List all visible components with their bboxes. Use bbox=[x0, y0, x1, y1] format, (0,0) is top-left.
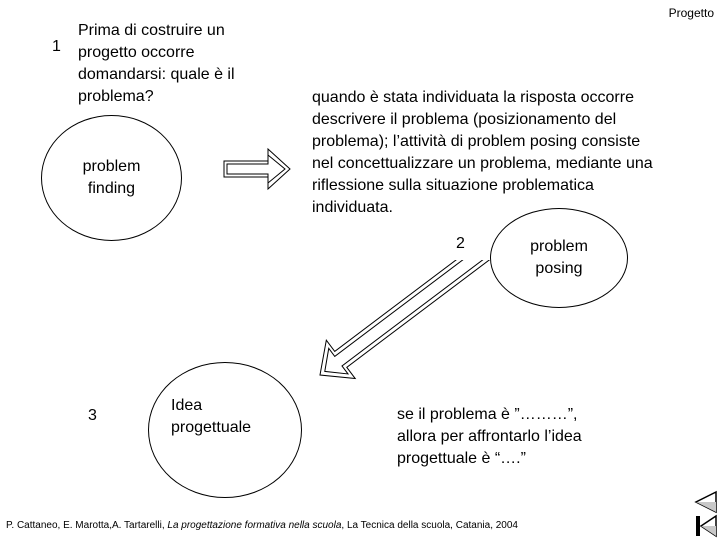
ellipse-label-line: Idea bbox=[171, 397, 203, 414]
first-slide-button[interactable] bbox=[694, 514, 718, 538]
problem-finding-ellipse bbox=[41, 115, 182, 241]
description-line: problema); l’attività di problem posing consiste bbox=[312, 133, 641, 150]
description-line: nel concettualizzare un problema, mediante una bbox=[312, 155, 653, 172]
statement-line: progettuale è “….” bbox=[397, 450, 526, 467]
statement-line: se il problema è ”………”, bbox=[397, 406, 578, 423]
description-line: riflessione sulla situazione problematica bbox=[312, 177, 594, 194]
step-number-3: 3 bbox=[88, 407, 97, 424]
ellipse-label-line: problem bbox=[82, 158, 141, 175]
step1-question bbox=[78, 20, 235, 108]
step-number-2: 2 bbox=[456, 235, 465, 252]
idea-progettuale-ellipse bbox=[148, 362, 302, 498]
arrow-right-icon bbox=[222, 146, 292, 192]
question-line: domandarsi: quale è il bbox=[78, 66, 235, 83]
slide-title: Progetto bbox=[668, 6, 714, 20]
statement-line: allora per affrontarlo l’idea bbox=[397, 428, 582, 445]
previous-slide-button[interactable] bbox=[694, 490, 718, 514]
description-line: descrivere il problema (posizionamento del bbox=[312, 111, 617, 128]
citation-book-title: La progettazione formativa nella scuola bbox=[167, 520, 342, 531]
ellipse-label-line: finding bbox=[87, 180, 136, 197]
ellipse-label-line: problem bbox=[530, 238, 588, 255]
citation bbox=[6, 520, 518, 531]
question-line: Prima di costruire un bbox=[78, 22, 225, 39]
citation-publisher: , La Tecnica della scuola, Catania, 2004 bbox=[341, 520, 518, 531]
citation-authors: P. Cattaneo, E. Marotta,A. Tartarelli, bbox=[6, 520, 168, 531]
arrow-down-left-icon bbox=[300, 260, 520, 400]
step3-statement bbox=[397, 404, 582, 470]
problem-posing-description bbox=[312, 87, 653, 219]
description-line: individuata. bbox=[312, 199, 393, 216]
ellipse-label-line: posing bbox=[535, 260, 583, 277]
step-number-1: 1 bbox=[52, 38, 61, 55]
ellipse-label-line: progettuale bbox=[171, 419, 252, 436]
description-line: quando è stata individuata la risposta occorre bbox=[312, 89, 634, 106]
question-line: problema? bbox=[78, 88, 154, 105]
question-line: progetto occorre bbox=[78, 44, 195, 61]
